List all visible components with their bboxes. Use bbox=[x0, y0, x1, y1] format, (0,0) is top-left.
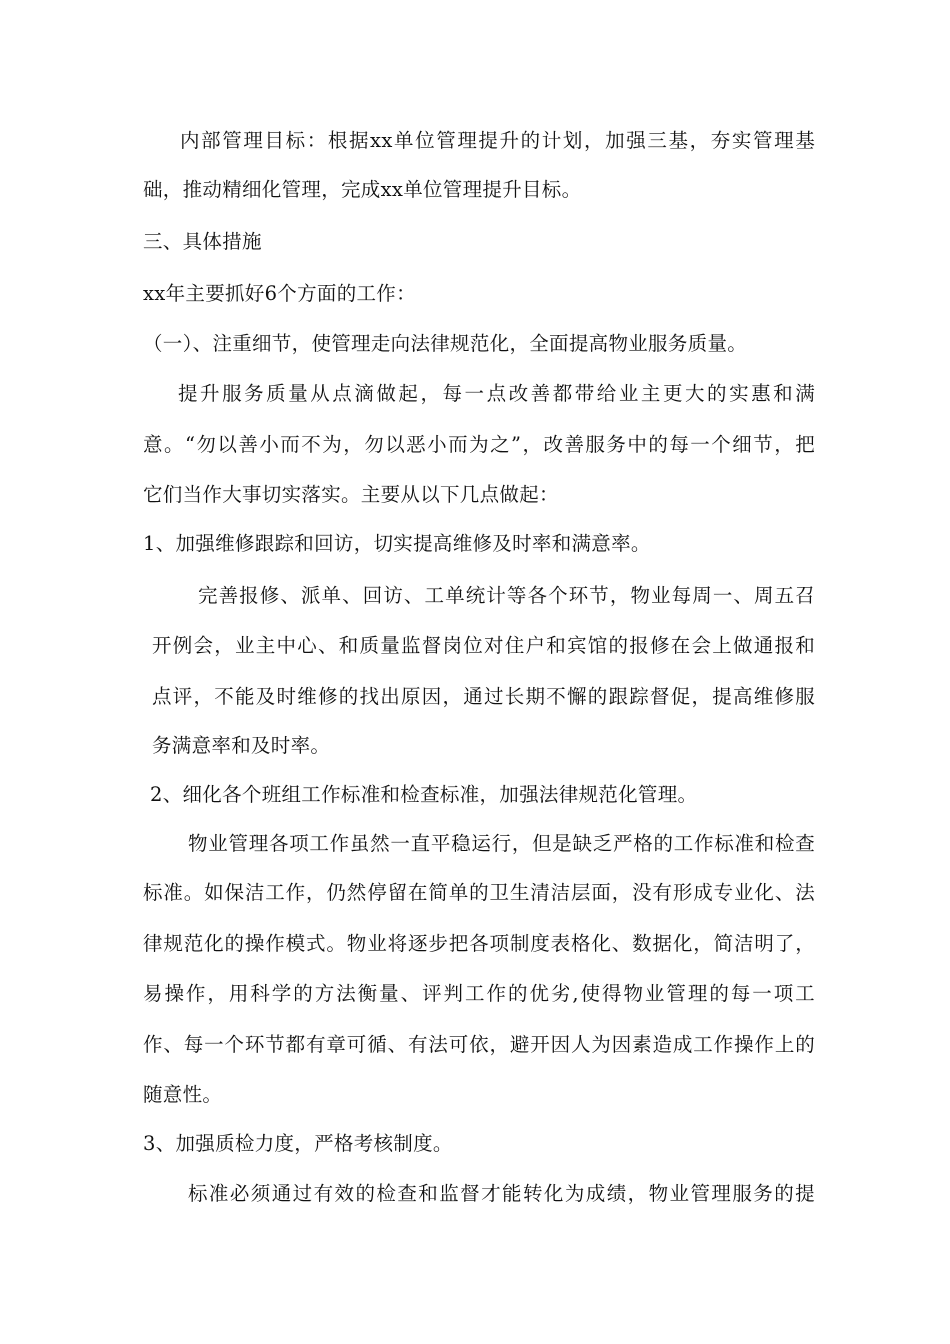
item-heading: 1、加强维修跟踪和回访，切实提高维修及时率和满意率。 bbox=[143, 532, 651, 555]
paragraph-line: 标准。如保洁工作，仍然停留在简单的卫生清洁层面，没有形成专业化、法 bbox=[143, 881, 815, 904]
paragraph-line: 意。“勿以善小而不为，勿以恶小而为之”，改善服务中的每一个细节，把 bbox=[143, 433, 815, 456]
paragraph-line: 作、每一个环节都有章可循、有法可依，避开因人为因素造成工作操作上的 bbox=[143, 1033, 815, 1056]
paragraph-line: 点评，不能及时维修的找出原因，通过长期不懈的跟踪督促，提高维修服 bbox=[152, 685, 815, 708]
paragraph-line: 础，推动精细化管理，完成xx单位管理提升目标。 bbox=[143, 178, 582, 201]
paragraph-line: 物业管理各项工作虽然一直平稳运行，但是缺乏严格的工作标准和检查 bbox=[188, 832, 815, 855]
paragraph-line: 务满意率和及时率。 bbox=[152, 734, 331, 757]
paragraph-line: 标准必须通过有效的检查和监督才能转化为成绩，物业管理服务的提 bbox=[188, 1182, 815, 1205]
paragraph-line: 内部管理目标：根据xx单位管理提升的计划，加强三基，夯实管理基 bbox=[180, 129, 815, 152]
paragraph-line: 它们当作大事切实落实。主要从以下几点做起： bbox=[143, 483, 559, 506]
paragraph-line: 易操作，用科学的方法衡量、评判工作的优劣,使得物业管理的每一项工 bbox=[143, 982, 815, 1005]
paragraph-line: 律规范化的操作模式。物业将逐步把各项制度表格化、数据化，简洁明了， bbox=[143, 932, 815, 955]
item-heading: 2、细化各个班组工作标准和检查标准，加强法律规范化管理。 bbox=[150, 783, 698, 806]
subsection-heading: （一）、注重细节，使管理走向法律规范化，全面提高物业服务质量。 bbox=[143, 332, 748, 355]
section-heading: 三、具体措施 bbox=[143, 230, 262, 253]
paragraph-line: 开例会，业主中心、和质量监督岗位对住户和宾馆的报修在会上做通报和 bbox=[152, 634, 815, 657]
paragraph-line: 随意性。 bbox=[143, 1083, 223, 1106]
paragraph-line: 完善报修、派单、回访、工单统计等各个环节，物业每周一、周五召 bbox=[198, 584, 815, 607]
paragraph-line: xx年主要抓好6个方面的工作： bbox=[143, 282, 416, 305]
item-heading: 3、加强质检力度，严格考核制度。 bbox=[143, 1132, 453, 1155]
paragraph-line: 提升服务质量从点滴做起，每一点改善都带给业主更大的实惠和满 bbox=[178, 382, 815, 405]
